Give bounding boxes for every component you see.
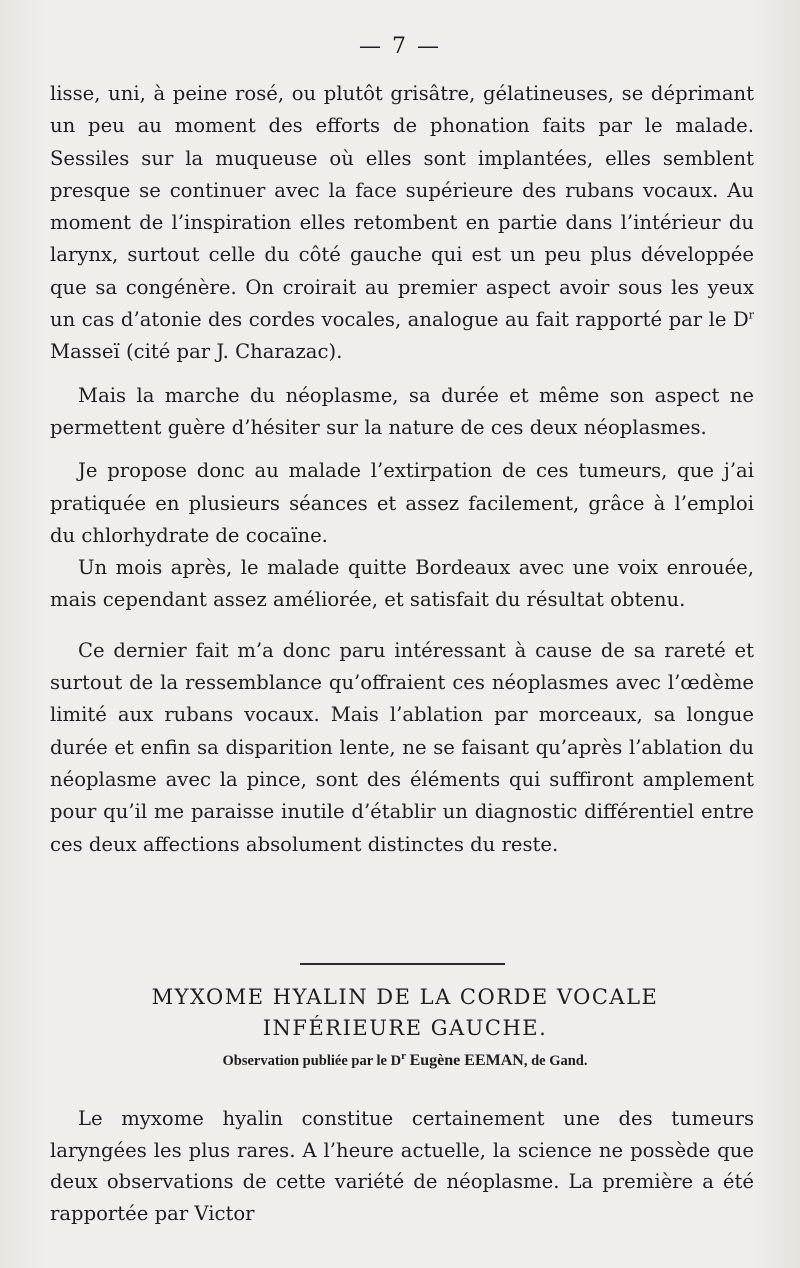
paragraph-3: Je propose donc au malade l’extirpation de ces tumeurs, que j’ai pratiquée en plusieurs séances et assez facilement, grâce à l’emploi du chlorhydrate de cocaïne. [50, 459, 754, 547]
byline-superscript: r [401, 1050, 406, 1063]
section-title-line-1: MYXOME HYALIN DE LA CORDE VOCALE [151, 985, 659, 1009]
paragraph-2: Mais la marche du néoplasme, sa durée et même son aspect ne permettent guère d’hésiter sur la nature de ces deux néoplasmes. [50, 383, 754, 439]
byline-suffix: , de Gand. [523, 1053, 588, 1069]
section-body [50, 1103, 754, 1229]
section-divider [300, 963, 505, 965]
page-number: — 7 — [359, 34, 441, 59]
section-title-line-2: INFÉRIEURE GAUCHE. [262, 1016, 548, 1040]
byline [40, 1052, 770, 1070]
body-text [50, 78, 754, 861]
paragraph-1-text: lisse, uni, à peine rosé, ou plutôt grisâtre, gélatineuses, se déprimant un peu au moment des efforts de phonation faits par le malade. Sessiles sur la muqueuse où elles sont implantées, elles semblent presque se continuer avec la face supérieure des rubans vocaux. Au moment de l’inspiration elles retombent en partie dans l’intérieur du larynx, surtout celle du côté gauche qui est un peu plus développée que sa congénère. On croirait au premier aspect avoir sous les yeux un cas d’atonie des cordes vocales, analogue au fait rapporté par le D [50, 82, 754, 332]
byline-prefix: Observation publiée par le D [222, 1053, 402, 1069]
section-title [40, 982, 770, 1044]
doctor-superscript: r [748, 308, 754, 322]
section-paragraph: Le myxome hyalin constitue certainement une des tumeurs laryngées les plus rares. A l’heure actuelle, la science ne possède que deux observations de cette variété de néoplasme. La première a été rapportée par Victor [50, 1107, 754, 1225]
paragraph-5: Ce dernier fait m’a donc paru intéressant à cause de sa rareté et surtout de la ressemblance qu’offraient ces néoplasmes avec l’œdème limité aux rubans vocaux. Mais l’ablation par morceaux, sa longue durée et enfin sa disparition lente, ne se faisant qu’après l’ablation du néoplasme avec la pince, sont des éléments qui suffiront amplement pour qu’il me paraisse inutile d’établir un diagnostic différentiel entre ces deux affections absolument distinctes du reste. [50, 638, 754, 856]
paragraph-1 [50, 78, 754, 369]
paragraph-4: Un mois après, le malade quitte Bordeaux avec une voix enrouée, mais cependant assez améliorée, et satisfait du résultat obtenu. [50, 556, 754, 612]
author-name: Eugène EEMAN [409, 1052, 524, 1069]
paragraph-1-tail: Masseï (cité par J. Charazac). [50, 340, 343, 364]
